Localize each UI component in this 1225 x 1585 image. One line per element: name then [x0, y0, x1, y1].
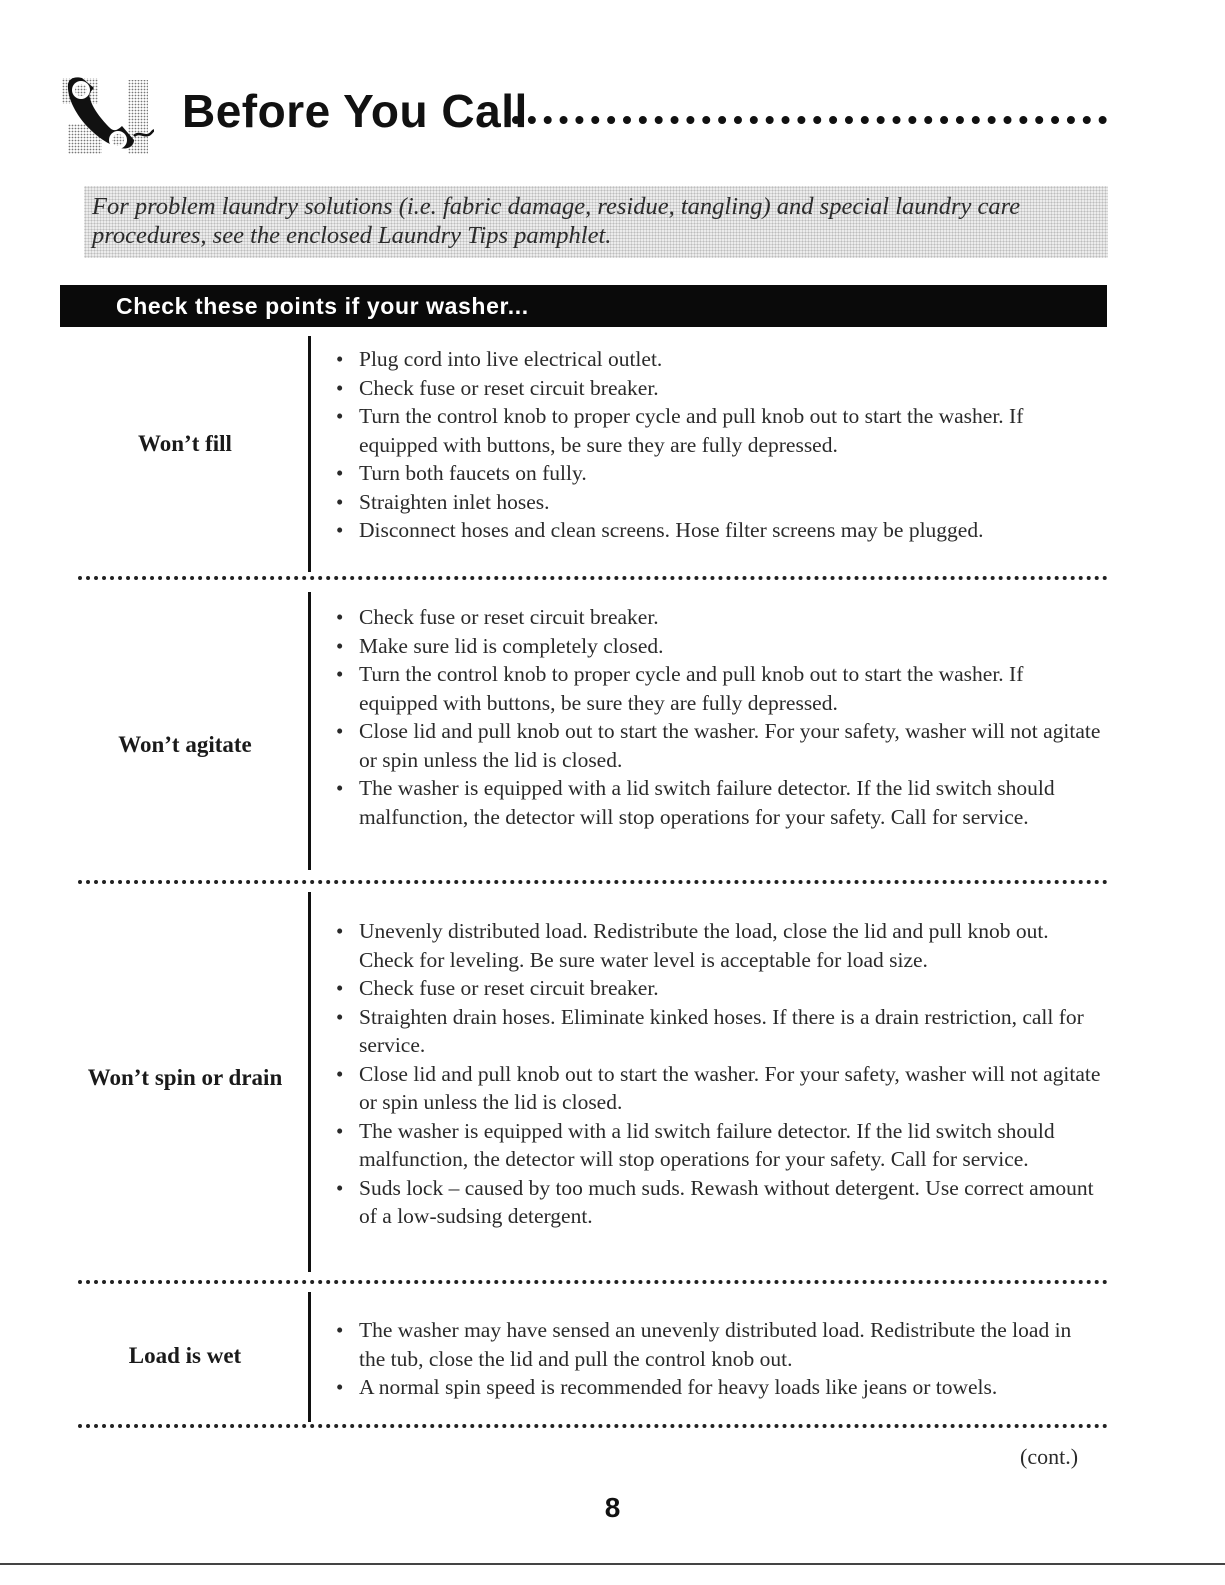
solution-text: Check fuse or reset circuit breaker.: [359, 976, 659, 1000]
solution-list: [332, 1316, 1102, 1402]
solution-text: A normal spin speed is recommended for heavy loads like jeans or towels.: [359, 1375, 998, 1399]
solution-text: Check fuse or reset circuit breaker.: [359, 375, 659, 400]
solution-item: [332, 660, 1102, 717]
solution-item: [332, 1174, 1102, 1231]
laundry-tips-note: [84, 186, 1108, 258]
page-title: Before You Call: [182, 85, 528, 137]
solution-item: [332, 488, 1102, 517]
solution-text: Make sure lid is completely closed.: [359, 633, 664, 658]
solution-item: [332, 1003, 1102, 1060]
laundry-tips-note-text: For problem laundry solutions (i.e. fabric damage, residue, tangling) and special laundry care procedures, see the enclosed Laundry Tips pamphlet.: [92, 193, 1021, 249]
solution-item: [332, 516, 1102, 545]
bullet: •: [336, 404, 344, 428]
solution-list: [332, 917, 1102, 1231]
bullet: •: [336, 1175, 344, 1200]
bullet: •: [336, 919, 344, 943]
bullet: •: [336, 1118, 344, 1143]
bullet: •: [336, 776, 344, 800]
bullet: •: [336, 1375, 344, 1399]
solution-item: [332, 1060, 1102, 1117]
bullet: •: [336, 347, 344, 371]
solution-item: [332, 402, 1102, 459]
solution-text: Straighten drain hoses. Eliminate kinked hoses. If there is a drain restriction, call for service.: [359, 1004, 1084, 1057]
solution-text: Close lid and pull knob out to start the washer. For your safety, washer will not agitate or spin unless the lid is closed.: [359, 1061, 1101, 1114]
bullet: •: [336, 518, 344, 542]
solution-text: Unevenly distributed load. Redistribute the load, close the lid and pull knob out. Check for leveling. Be sure water level is acceptable for load size.: [359, 919, 1049, 972]
solution-text: Turn the control knob to proper cycle and pull knob out to start the washer. If equipped with buttons, be sure they are fully depressed.: [359, 662, 1024, 715]
solution-item: [332, 1373, 1102, 1402]
solution-item: [332, 717, 1102, 774]
solution-list: [332, 345, 1102, 545]
solution-text: Disconnect hoses and clean screens. Hose filter screens may be plugged.: [359, 518, 984, 542]
bullet: •: [336, 1318, 344, 1342]
section-heading-bar: Check these points if your washer...: [60, 285, 1107, 327]
solution-text: The washer is equipped with a lid switch failure detector. If the lid switch should malfunction, the detector will stop operations for your safety. Call for service.: [359, 1118, 1055, 1171]
page-number: 8: [604, 1492, 621, 1523]
solution-text: Turn both faucets on fully.: [359, 461, 587, 485]
solution-text: Plug cord into live electrical outlet.: [359, 347, 663, 371]
solution-text: The washer may have sensed an unevenly distributed load. Redistribute the load in the tub, close the lid and pull the control knob out.: [359, 1318, 1072, 1371]
bullet: •: [336, 489, 344, 514]
solution-list: [332, 603, 1102, 831]
bullet: •: [336, 719, 344, 743]
solution-item: [332, 974, 1102, 1003]
problem-label: Load is wet: [128, 1343, 242, 1368]
solution-item: [332, 774, 1102, 831]
telephone-icon: [62, 76, 154, 156]
row-separator: [78, 1280, 1108, 1284]
row-separator: [78, 576, 1108, 580]
bullet: •: [336, 605, 344, 629]
solution-text: Turn the control knob to proper cycle and pull knob out to start the washer. If equipped with buttons, be sure they are fully depressed.: [359, 404, 1024, 457]
problem-label: Won’t spin or drain: [87, 1065, 283, 1090]
solution-item: [332, 1316, 1102, 1373]
solution-item: [332, 459, 1102, 488]
bullet: •: [336, 633, 344, 658]
page-header: [62, 70, 1122, 160]
problem-label: Won’t agitate: [118, 732, 252, 757]
solution-item: [332, 374, 1102, 403]
solution-text: Check fuse or reset circuit breaker.: [359, 605, 659, 629]
column-divider: [308, 592, 311, 870]
solution-text: Close lid and pull knob out to start the washer. For your safety, washer will not agitate or spin unless the lid is closed.: [359, 719, 1101, 772]
bullet: •: [336, 1004, 344, 1029]
bullet: •: [336, 461, 344, 485]
solution-text: The washer is equipped with a lid switch failure detector. If the lid switch should malfunction, the detector will stop operations for your safety. Call for service.: [359, 776, 1055, 829]
solution-item: [332, 917, 1102, 974]
bottom-rule: [0, 1563, 1225, 1565]
solution-item: [332, 632, 1102, 661]
bullet: •: [336, 976, 344, 1000]
bullet: •: [336, 375, 344, 400]
problem-label: Won’t fill: [138, 431, 232, 456]
solution-text: Suds lock – caused by too much suds. Rewash without detergent. Use correct amount of a low-sudsing detergent.: [359, 1175, 1094, 1228]
row-separator: [78, 880, 1108, 884]
bullet: •: [336, 1061, 344, 1086]
continued-label: (cont.): [1020, 1444, 1079, 1469]
bullet: •: [336, 662, 344, 686]
solution-item: [332, 345, 1102, 374]
title-leader-dots: [512, 116, 1107, 124]
solution-item: [332, 1117, 1102, 1174]
solution-item: [332, 603, 1102, 632]
row-separator: [78, 1424, 1108, 1428]
solution-text: Straighten inlet hoses.: [359, 489, 550, 514]
